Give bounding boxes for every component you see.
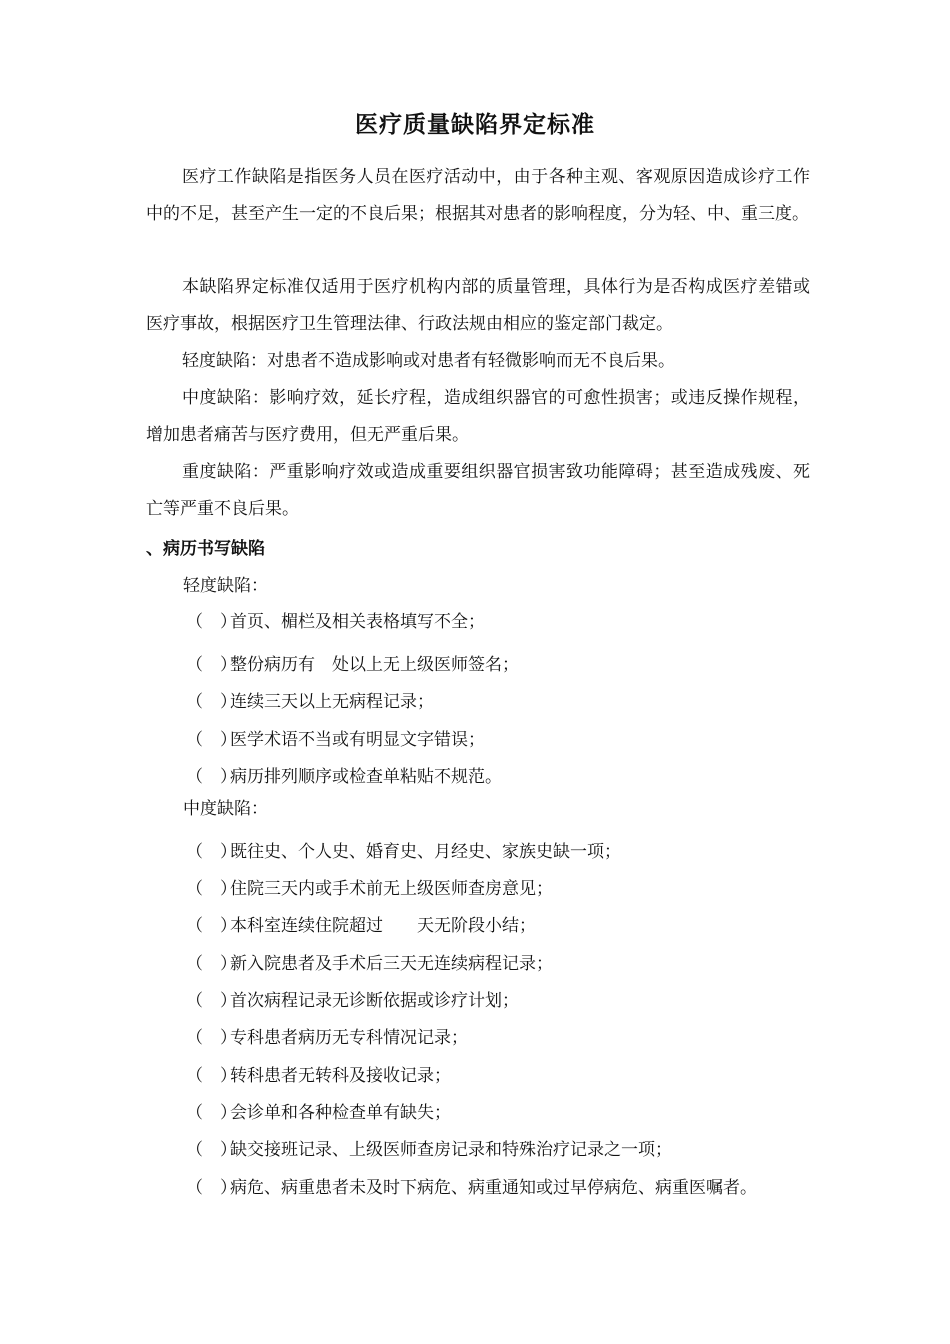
blank-parentheses: （ ） <box>186 655 237 675</box>
list-item <box>186 914 536 938</box>
list-item <box>186 877 553 901</box>
blank-parentheses: （ ） <box>186 767 237 787</box>
blank-parentheses: （ ） <box>186 1178 237 1198</box>
moderate-defects-label: 中度缺陷： <box>183 799 268 819</box>
blank-parentheses: （ ） <box>186 1066 237 1086</box>
list-item <box>186 728 485 752</box>
list-item-text: 会诊单和各种检查单有缺失； <box>230 1103 451 1123</box>
list-item-text: 本科室连续住院超过 天无阶段小结； <box>230 916 536 936</box>
blank-parentheses: （ ） <box>186 1103 237 1123</box>
list-item <box>186 1176 757 1200</box>
severe-definition-paragraph: 重度缺陷：严重影响疗效或造成重要组织器官损害致功能障碍；甚至造成残废、死亡等严重不良后果。 <box>146 462 810 519</box>
list-item <box>186 765 502 789</box>
list-item-text: 医学术语不当或有明显文字错误； <box>230 730 485 750</box>
blank-parentheses: （ ） <box>186 1028 237 1048</box>
list-item-text: 病历排列顺序或检查单粘贴不规范。 <box>230 767 502 787</box>
list-item-text: 住院三天内或手术前无上级医师查房意见； <box>230 879 553 899</box>
list-item <box>186 989 519 1013</box>
list-item <box>186 1026 468 1050</box>
list-item <box>186 690 434 714</box>
list-item <box>186 840 621 864</box>
blank-parentheses: （ ） <box>186 879 237 899</box>
list-item-text: 既往史、个人史、婚育史、月经史、家族史缺一项； <box>230 842 621 862</box>
blank-parentheses: （ ） <box>186 954 237 974</box>
blank-parentheses: （ ） <box>186 612 237 632</box>
list-item-text: 首页、楣栏及相关表格填写不全； <box>230 612 485 632</box>
intro-paragraph: 医疗工作缺陷是指医务人员在医疗活动中，由于各种主观、客观原因造成诊疗工作中的不足，甚至产生一定的不良后果；根据其对患者的影响程度，分为轻、中、重三度。 <box>146 167 810 224</box>
scope-paragraph: 本缺陷界定标准仅适用于医疗机构内部的质量管理，具体行为是否构成医疗差错或医疗事故，根据医疗卫生管理法律、行政法规由相应的鉴定部门裁定。 <box>146 277 810 334</box>
document-title: 医疗质量缺陷界定标准 <box>355 112 595 138</box>
list-item-text: 专科患者病历无专科情况记录； <box>230 1028 468 1048</box>
list-item <box>186 952 553 976</box>
list-item-text: 连续三天以上无病程记录； <box>230 692 434 712</box>
blank-parentheses: （ ） <box>186 991 237 1011</box>
list-item <box>186 653 519 677</box>
list-item-text: 整份病历有 处以上无上级医师签名； <box>230 655 519 675</box>
list-item-text: 新入院患者及手术后三天无连续病程记录； <box>230 954 553 974</box>
list-item-text: 缺交接班记录、上级医师查房记录和特殊治疗记录之一项； <box>230 1140 672 1160</box>
section-heading: 、病历书写缺陷 <box>146 539 265 559</box>
blank-parentheses: （ ） <box>186 692 237 712</box>
list-item <box>186 610 485 634</box>
blank-parentheses: （ ） <box>186 730 237 750</box>
list-item <box>186 1064 451 1088</box>
list-item-text: 首次病程记录无诊断依据或诊疗计划； <box>230 991 519 1011</box>
blank-parentheses: （ ） <box>186 1140 237 1160</box>
mild-definition-paragraph: 轻度缺陷：对患者不造成影响或对患者有轻微影响而无不良后果。 <box>182 351 675 371</box>
list-item-text: 病危、病重患者未及时下病危、病重通知或过早停病危、病重医嘱者。 <box>230 1178 757 1198</box>
list-item <box>186 1138 672 1162</box>
moderate-definition-paragraph: 中度缺陷：影响疗效，延长疗程，造成组织器官的可愈性损害；或违反操作规程，增加患者痛苦与医疗费用，但无严重后果。 <box>146 388 810 445</box>
blank-parentheses: （ ） <box>186 842 237 862</box>
list-item <box>186 1101 451 1125</box>
mild-defects-label: 轻度缺陷： <box>183 576 268 596</box>
list-item-text: 转科患者无转科及接收记录； <box>230 1066 451 1086</box>
blank-parentheses: （ ） <box>186 916 237 936</box>
